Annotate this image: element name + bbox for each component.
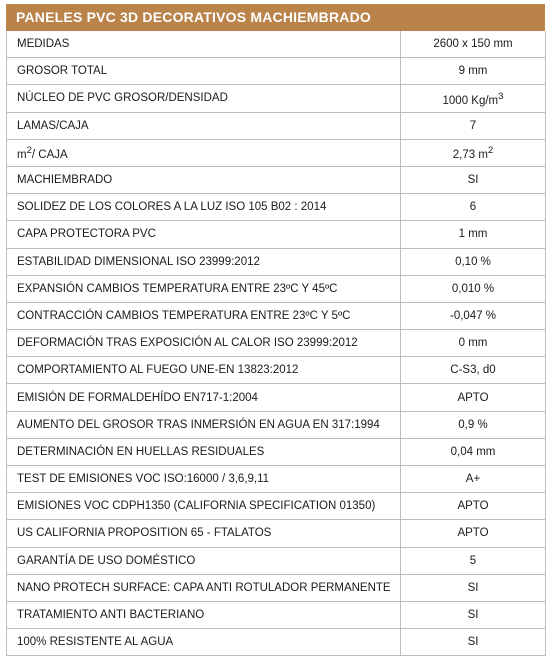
- table-row: [7, 466, 546, 493]
- spec-value-text: 6: [469, 201, 477, 214]
- table-row: [7, 601, 546, 628]
- spec-label: [7, 275, 401, 302]
- table-row: [7, 221, 546, 248]
- spec-value-superscript: 2: [487, 144, 494, 156]
- spec-label: [7, 221, 401, 248]
- spec-label: [7, 139, 401, 166]
- spec-value-text: SI: [467, 581, 479, 594]
- spec-label: [7, 438, 401, 465]
- spec-label: [7, 248, 401, 275]
- spec-value-text: 2,73 m: [452, 148, 488, 161]
- table-row: [7, 166, 546, 193]
- spec-value-text: 0,9 %: [458, 418, 488, 431]
- spec-value-text: 0,10 %: [455, 255, 491, 268]
- spec-value: [401, 547, 546, 574]
- specs-table: [6, 31, 546, 656]
- spec-label-text: ESTABILIDAD DIMENSIONAL ISO 23999:2012: [17, 255, 260, 268]
- table-row: [7, 384, 546, 411]
- spec-label-superscript: 2: [26, 144, 32, 156]
- spec-label-text: NÚCLEO DE PVC GROSOR/DENSIDAD: [17, 92, 228, 105]
- spec-value: [401, 31, 546, 58]
- specs-table-body: [7, 31, 546, 656]
- spec-value-text: 2600 x 150 mm: [433, 38, 513, 51]
- spec-value: [401, 166, 546, 193]
- table-row: [7, 275, 546, 302]
- spec-value-text: SI: [467, 609, 479, 622]
- table-row: [7, 139, 546, 166]
- spec-label-text: NANO PROTECH SURFACE: CAPA ANTI ROTULADOR PERMANENTE: [17, 581, 391, 594]
- spec-value-text: 5: [469, 554, 477, 567]
- table-row: [7, 248, 546, 275]
- spec-label: [7, 466, 401, 493]
- spec-value-text: 9 mm: [458, 65, 488, 78]
- spec-value-text: A+: [465, 473, 481, 486]
- table-row: [7, 357, 546, 384]
- spec-label-text: EXPANSIÓN CAMBIOS TEMPERATURA ENTRE 23ºC Y 45ºC: [17, 282, 338, 295]
- spec-label-text: SOLIDEZ DE LOS COLORES A LA LUZ ISO 105 B02 : 2014: [17, 201, 327, 214]
- spec-value-text: -0,047 %: [449, 309, 497, 322]
- spec-value: [401, 85, 546, 112]
- table-row: [7, 58, 546, 85]
- spec-value-text: 1 mm: [458, 228, 488, 241]
- spec-label: [7, 302, 401, 329]
- spec-value-text: APTO: [457, 527, 489, 540]
- spec-label: [7, 493, 401, 520]
- spec-label-text: MEDIDAS: [17, 38, 70, 51]
- table-row: [7, 547, 546, 574]
- table-title: PANELES PVC 3D DECORATIVOS MACHIEMBRADO: [6, 4, 545, 31]
- table-row: [7, 411, 546, 438]
- spec-label: [7, 330, 401, 357]
- spec-value-text: C-S3, d0: [450, 364, 496, 377]
- table-row: [7, 629, 546, 656]
- spec-label: [7, 194, 401, 221]
- spec-value-text: 0,010 %: [451, 282, 495, 295]
- spec-value-text: SI: [467, 636, 479, 649]
- spec-label: [7, 629, 401, 656]
- spec-value-text: 0 mm: [458, 337, 488, 350]
- spec-label: [7, 85, 401, 112]
- spec-value: [401, 275, 546, 302]
- spec-label-text: m: [17, 148, 27, 161]
- spec-value-text: APTO: [457, 500, 489, 513]
- table-row: [7, 302, 546, 329]
- table-row: [7, 194, 546, 221]
- spec-label: [7, 31, 401, 58]
- spec-value: [401, 330, 546, 357]
- spec-label-text: 100% RESISTENTE AL AGUA: [17, 636, 174, 649]
- spec-label: [7, 601, 401, 628]
- spec-label-text: AUMENTO DEL GROSOR TRAS INMERSIÓN EN AGUA EN 317:1994: [17, 418, 380, 431]
- spec-value: [401, 58, 546, 85]
- spec-label-text: US CALIFORNIA PROPOSITION 65 - FTALATOS: [17, 527, 272, 540]
- spec-label-text: DETERMINACIÓN EN HUELLAS RESIDUALES: [17, 445, 265, 458]
- spec-value-text: 7: [469, 119, 477, 132]
- spec-value-text: 0,04 mm: [450, 445, 496, 458]
- spec-value-text: 1000 Kg/m: [442, 94, 499, 107]
- table-row: [7, 574, 546, 601]
- spec-label: [7, 357, 401, 384]
- spec-value-superscript: 3: [498, 90, 504, 102]
- table-row: [7, 85, 546, 112]
- spec-label-text: DEFORMACIÓN TRAS EXPOSICIÓN AL CALOR ISO 23999:2012: [17, 337, 358, 350]
- spec-value: [401, 574, 546, 601]
- spec-value: [401, 194, 546, 221]
- spec-value: [401, 384, 546, 411]
- spec-label-text: TEST DE EMISIONES VOC ISO:16000 / 3,6,9,11: [17, 473, 270, 486]
- spec-value: [401, 438, 546, 465]
- spec-value: [401, 139, 546, 166]
- spec-label-text: MACHIEMBRADO: [17, 174, 113, 187]
- spec-label-text: EMISIÓN DE FORMALDEHÍDO EN717-1:2004: [17, 391, 258, 404]
- spec-label: [7, 520, 401, 547]
- spec-label: [7, 166, 401, 193]
- table-row: [7, 112, 546, 139]
- spec-label-text: GROSOR TOTAL: [17, 65, 108, 78]
- spec-label-text: LAMAS/CAJA: [17, 119, 89, 132]
- spec-value: [401, 493, 546, 520]
- spec-value: [401, 112, 546, 139]
- spec-value: [401, 520, 546, 547]
- spec-label: [7, 384, 401, 411]
- spec-value: [401, 629, 546, 656]
- spec-label-suffix: / CAJA: [31, 148, 68, 161]
- spec-value: [401, 411, 546, 438]
- spec-value: [401, 466, 546, 493]
- spec-label: [7, 547, 401, 574]
- table-row: [7, 31, 546, 58]
- table-row: [7, 520, 546, 547]
- spec-value-text: SI: [467, 174, 479, 187]
- spec-value: [401, 302, 546, 329]
- spec-value: [401, 221, 546, 248]
- table-row: [7, 438, 546, 465]
- spec-label: [7, 411, 401, 438]
- spec-value: [401, 357, 546, 384]
- spec-label-text: CONTRACCIÓN CAMBIOS TEMPERATURA ENTRE 23ºC Y 5ºC: [17, 309, 351, 322]
- spec-value: [401, 601, 546, 628]
- spec-label: [7, 58, 401, 85]
- spec-label: [7, 112, 401, 139]
- spec-label-text: GARANTÍA DE USO DOMÉSTICO: [17, 554, 196, 567]
- table-row: [7, 493, 546, 520]
- spec-label-text: TRATAMIENTO ANTI BACTERIANO: [17, 609, 205, 622]
- table-row: [7, 330, 546, 357]
- spec-label: [7, 574, 401, 601]
- spec-value-text: APTO: [457, 391, 489, 404]
- spec-value: [401, 248, 546, 275]
- spec-label-text: EMISIONES VOC CDPH1350 (CALIFORNIA SPECIFICATION 01350): [17, 500, 376, 513]
- spec-label-text: COMPORTAMIENTO AL FUEGO UNE-EN 13823:2012: [17, 364, 299, 377]
- spec-label-text: CAPA PROTECTORA PVC: [17, 228, 156, 241]
